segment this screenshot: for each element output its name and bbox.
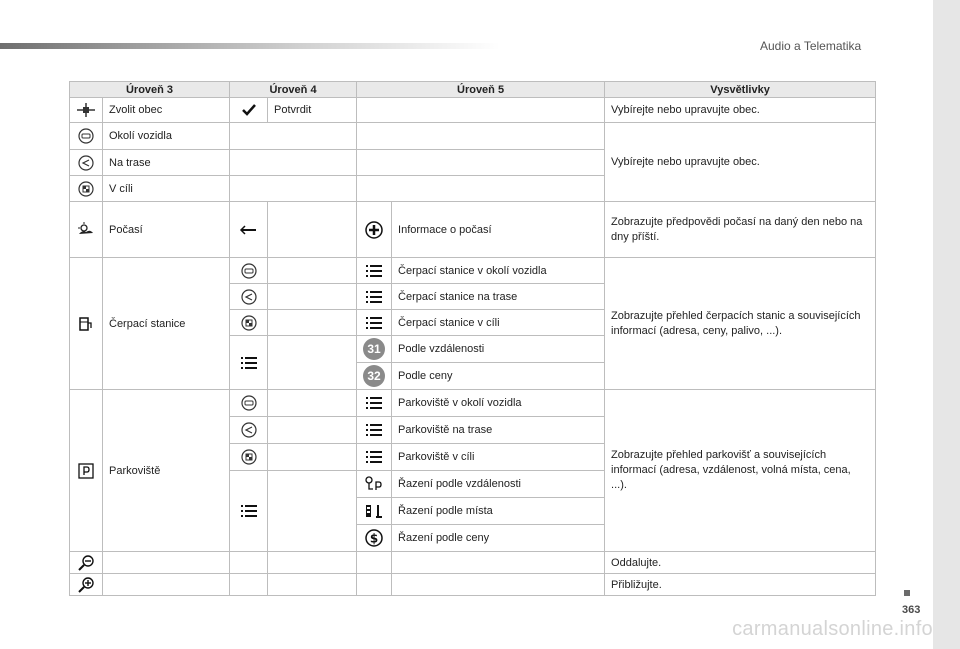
menu-table xyxy=(69,81,876,596)
destination-flag-icon xyxy=(70,176,103,202)
list-icon xyxy=(230,471,268,552)
on-route-icon xyxy=(70,150,103,176)
on-route-icon xyxy=(230,284,268,310)
header-level3: Úroveň 3 xyxy=(70,82,230,98)
label-razeni-mista: Řazení podle místa xyxy=(392,498,605,525)
header-legend: Vysvětlivky xyxy=(605,82,876,98)
label-pocasi: Počasí xyxy=(103,202,230,258)
list-icon xyxy=(357,390,392,417)
vehicle-surroundings-icon xyxy=(230,258,268,284)
dollar-icon xyxy=(357,525,392,552)
weather-forecast-icon xyxy=(230,202,268,258)
watermark: carmanualsonline.info xyxy=(732,618,933,640)
label-cs-okoli: Čerpací stanice v okolí vozidla xyxy=(392,258,605,284)
checkmark-icon xyxy=(230,98,268,123)
callout-badge-31: 31 xyxy=(357,336,392,363)
label-cerpaci-stanice: Čerpací stanice xyxy=(103,258,230,390)
sort-distance-icon xyxy=(357,471,392,498)
select-city-icon xyxy=(70,98,103,123)
zoom-in-icon xyxy=(70,574,103,596)
destination-flag-icon xyxy=(230,310,268,336)
table-row xyxy=(70,258,876,284)
table-row xyxy=(70,390,876,417)
vehicle-surroundings-icon xyxy=(70,123,103,150)
svg-text:$: $ xyxy=(369,531,379,546)
table-header-row xyxy=(70,82,876,98)
label-podle-vzdalenosti: Podle vzdálenosti xyxy=(392,336,605,363)
table-row xyxy=(70,574,876,596)
parking-icon xyxy=(70,390,103,552)
destination-flag-icon xyxy=(230,444,268,471)
zoom-out-icon xyxy=(70,552,103,574)
label-razeni-vzdalenosti: Řazení podle vzdálenosti xyxy=(392,471,605,498)
list-icon xyxy=(357,258,392,284)
legend-okoli: Vybírejte nebo upravujte obec. xyxy=(605,123,876,202)
label-cs-trase: Čerpací stanice na trase xyxy=(392,284,605,310)
label-na-trase: Na trase xyxy=(103,150,230,176)
page-number: 363 xyxy=(902,604,921,616)
label-v-cili: V cíli xyxy=(103,176,230,202)
header-level4: Úroveň 4 xyxy=(230,82,357,98)
list-icon xyxy=(357,417,392,444)
label-pk-okoli: Parkoviště v okolí vozidla xyxy=(392,390,605,417)
list-icon xyxy=(357,444,392,471)
label-zvolit-obec: Zvolit obec xyxy=(103,98,230,123)
label-parkoviste: Parkoviště xyxy=(103,390,230,552)
label-pk-cili: Parkoviště v cíli xyxy=(392,444,605,471)
legend-priblizujte: Přibližujte. xyxy=(605,574,876,596)
table-row xyxy=(70,98,876,123)
table-row xyxy=(70,123,876,150)
header-level5: Úroveň 5 xyxy=(357,82,605,98)
plus-circle-icon xyxy=(357,202,392,258)
fuel-pump-icon xyxy=(70,258,103,390)
on-route-icon xyxy=(230,417,268,444)
legend-oddalujte: Oddalujte. xyxy=(605,552,876,574)
side-tab xyxy=(933,0,960,649)
label-informace-pocasi: Informace o počasí xyxy=(392,202,605,258)
list-icon xyxy=(230,336,268,390)
list-icon xyxy=(357,310,392,336)
list-icon xyxy=(357,284,392,310)
label-potvrdit: Potvrdit xyxy=(268,98,357,123)
section-title: Audio a Telematika xyxy=(760,39,862,53)
label-razeni-ceny: Řazení podle ceny xyxy=(392,525,605,552)
vehicle-surroundings-icon xyxy=(230,390,268,417)
sort-spaces-icon xyxy=(357,498,392,525)
label-cs-cili: Čerpací stanice v cíli xyxy=(392,310,605,336)
legend-pk: Zobrazujte přehled parkovišť a souvisejících informací (adresa, vzdálenost, volná místa, cena, ...). xyxy=(605,390,876,552)
weather-icon xyxy=(70,202,103,258)
header-gradient-bar xyxy=(0,43,500,49)
label-pk-trase: Parkoviště na trase xyxy=(392,417,605,444)
table-row xyxy=(70,202,876,258)
table-row xyxy=(70,552,876,574)
label-okoli-vozidla: Okolí vozidla xyxy=(103,123,230,150)
legend-pocasi: Zobrazujte předpovědi počasí na daný den nebo na dny příští. xyxy=(605,202,876,258)
page-marker xyxy=(904,590,910,596)
legend-cs: Zobrazujte přehled čerpacích stanic a souvisejících informací (adresa, ceny, palivo, ...). xyxy=(605,258,876,390)
label-podle-ceny: Podle ceny xyxy=(392,363,605,390)
callout-badge-32: 32 xyxy=(357,363,392,390)
legend-obec: Vybírejte nebo upravujte obec. xyxy=(605,98,876,123)
